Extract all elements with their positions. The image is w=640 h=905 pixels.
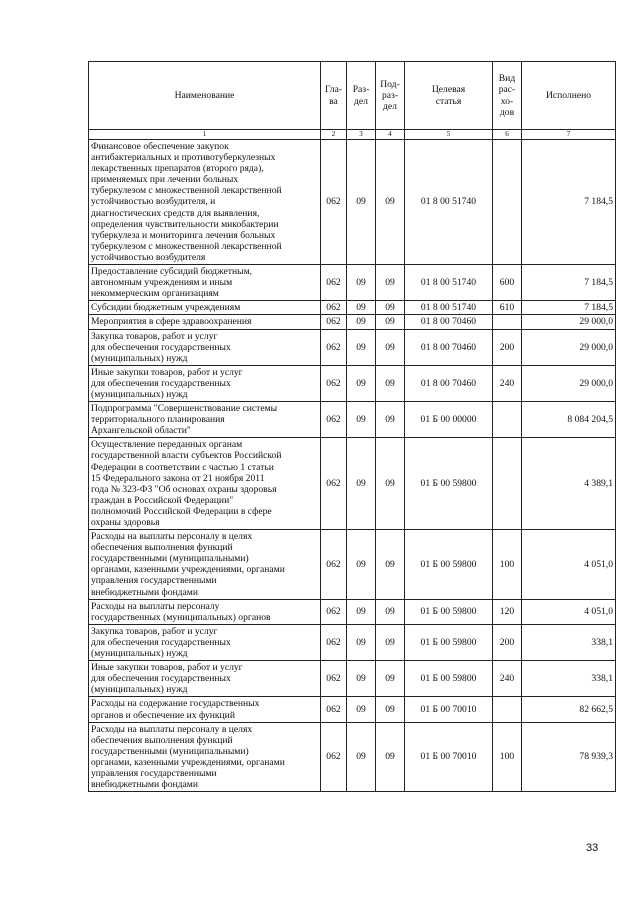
row-name: Финансовое обеспечение закупок антибактериальных и противотуберкулезных лекарственных препаратов (второго ряда), применяемых при лечении больных туберкулезом с множественной лекарственной устойчивостью возбудителя, и диагностических средств для выявления, определения чувствительности микобактерии туберкулеза и мониторинга лечения больных туберкулезом с множественной лекарственной устойчивостью возбудителя	[89, 140, 321, 265]
row-statya: 01 Б 00 70010	[405, 697, 493, 722]
row-razdel: 09	[347, 530, 376, 600]
row-amount: 29 000,0	[522, 315, 616, 329]
row-statya: 01 8 00 51740	[405, 301, 493, 315]
header-label: Наименование	[174, 89, 235, 101]
row-amount: 338,1	[522, 661, 616, 697]
row-glava: 062	[321, 722, 347, 792]
row-amount: 7 184,5	[522, 265, 616, 301]
header-label: Под- раз- дел	[380, 78, 400, 113]
row-podrazdel: 09	[376, 402, 405, 438]
row-statya: 01 8 00 70460	[405, 315, 493, 329]
row-glava: 062	[321, 438, 347, 530]
header-label: Целевая статья	[431, 84, 466, 107]
column-number: 5	[405, 130, 493, 140]
row-podrazdel: 09	[376, 301, 405, 315]
row-glava: 062	[321, 265, 347, 301]
header-label: Раз- дел	[352, 84, 370, 107]
table-row	[89, 365, 616, 401]
row-name: Расходы на выплаты персоналу в целях обеспечения выполнения функций государственными (муниципальными) органами, казенными учреждениями, органами управления государственными внебюджетными фондами	[89, 722, 321, 792]
row-statya: 01 8 00 70460	[405, 365, 493, 401]
column-number-row	[89, 130, 616, 140]
row-statya: 01 Б 00 59800	[405, 661, 493, 697]
row-vid: 120	[493, 599, 522, 624]
column-number: 3	[347, 130, 376, 140]
table-row	[89, 140, 616, 265]
row-vid	[493, 315, 522, 329]
row-name: Расходы на содержание государственных органов и обеспечение их функций	[89, 697, 321, 722]
row-statya: 01 8 00 51740	[405, 140, 493, 265]
row-vid: 100	[493, 722, 522, 792]
header-label: Гла- ва	[324, 84, 343, 107]
row-name: Предоставление субсидий бюджетным, автономным учреждениям и иным некоммерческим организациям	[89, 265, 321, 301]
row-glava: 062	[321, 329, 347, 365]
row-amount: 4 051,0	[522, 599, 616, 624]
row-glava: 062	[321, 599, 347, 624]
row-glava: 062	[321, 402, 347, 438]
column-number: 1	[89, 130, 321, 140]
row-amount: 338,1	[522, 624, 616, 660]
row-name: Субсидии бюджетным учреждениям	[89, 301, 321, 315]
header-razdel	[347, 62, 376, 130]
row-glava: 062	[321, 624, 347, 660]
row-razdel: 09	[347, 402, 376, 438]
row-razdel: 09	[347, 624, 376, 660]
header-statya	[405, 62, 493, 130]
header-glava	[321, 62, 347, 130]
row-glava: 062	[321, 530, 347, 600]
row-razdel: 09	[347, 315, 376, 329]
row-statya: 01 Б 00 59800	[405, 438, 493, 530]
table-row	[89, 329, 616, 365]
row-podrazdel: 09	[376, 365, 405, 401]
row-amount: 7 184,5	[522, 301, 616, 315]
row-amount: 7 184,5	[522, 140, 616, 265]
row-vid: 200	[493, 624, 522, 660]
row-podrazdel: 09	[376, 329, 405, 365]
table-row	[89, 402, 616, 438]
column-number: 6	[493, 130, 522, 140]
row-name: Расходы на выплаты персоналу государственных (муниципальных) органов	[89, 599, 321, 624]
row-razdel: 09	[347, 329, 376, 365]
table-row	[89, 624, 616, 660]
row-vid: 240	[493, 661, 522, 697]
row-statya: 01 8 00 70460	[405, 329, 493, 365]
row-glava: 062	[321, 140, 347, 265]
budget-table	[88, 61, 616, 792]
row-amount: 29 000,0	[522, 365, 616, 401]
row-statya: 01 Б 00 00000	[405, 402, 493, 438]
row-razdel: 09	[347, 301, 376, 315]
row-statya: 01 Б 00 59800	[405, 530, 493, 600]
row-glava: 062	[321, 661, 347, 697]
row-podrazdel: 09	[376, 438, 405, 530]
row-vid: 100	[493, 530, 522, 600]
row-razdel: 09	[347, 438, 376, 530]
row-vid	[493, 438, 522, 530]
row-vid	[493, 402, 522, 438]
row-vid: 200	[493, 329, 522, 365]
row-vid: 600	[493, 265, 522, 301]
header-podrazdel	[376, 62, 405, 130]
row-amount: 29 000,0	[522, 329, 616, 365]
header-row	[89, 62, 616, 130]
row-podrazdel: 09	[376, 315, 405, 329]
row-podrazdel: 09	[376, 140, 405, 265]
row-name: Закупка товаров, работ и услуг для обеспечения государственных (муниципальных) нужд	[89, 329, 321, 365]
row-name: Осуществление переданных органам государственной власти субъектов Российской Федерации в соответствии с частью 1 статьи 15 Федерального закона от 21 ноября 2011 года № 323-ФЗ "Об основах охраны здоровья граждан в Российской Федерации" полномочий Российской Федерации в сфере охраны здоровья	[89, 438, 321, 530]
row-glava: 062	[321, 315, 347, 329]
row-podrazdel: 09	[376, 530, 405, 600]
row-podrazdel: 09	[376, 722, 405, 792]
header-amount	[522, 62, 616, 130]
table-row	[89, 722, 616, 792]
row-name: Иные закупки товаров, работ и услуг для обеспечения государственных (муниципальных) нужд	[89, 661, 321, 697]
row-vid	[493, 140, 522, 265]
table-row	[89, 265, 616, 301]
table-row	[89, 315, 616, 329]
row-razdel: 09	[347, 661, 376, 697]
row-amount: 8 084 204,5	[522, 402, 616, 438]
page-number: 33	[586, 842, 599, 854]
row-podrazdel: 09	[376, 661, 405, 697]
row-razdel: 09	[347, 365, 376, 401]
row-statya: 01 8 00 51740	[405, 265, 493, 301]
row-statya: 01 Б 00 59800	[405, 599, 493, 624]
row-statya: 01 Б 00 59800	[405, 624, 493, 660]
row-name: Подпрограмма "Совершенствование системы территориального планирования Архангельской области"	[89, 402, 321, 438]
row-vid: 610	[493, 301, 522, 315]
column-number: 7	[522, 130, 616, 140]
table-row	[89, 599, 616, 624]
row-amount: 78 939,3	[522, 722, 616, 792]
row-podrazdel: 09	[376, 599, 405, 624]
row-vid: 240	[493, 365, 522, 401]
table-row	[89, 301, 616, 315]
header-name	[89, 62, 321, 130]
row-amount: 82 662,5	[522, 697, 616, 722]
row-podrazdel: 09	[376, 265, 405, 301]
row-glava: 062	[321, 697, 347, 722]
row-name: Мероприятия в сфере здравоохранения	[89, 315, 321, 329]
table-row	[89, 530, 616, 600]
header-label: Вид рас- хо- дов	[498, 73, 516, 118]
row-statya: 01 Б 00 70010	[405, 722, 493, 792]
table-row	[89, 438, 616, 530]
column-number: 4	[376, 130, 405, 140]
row-name: Закупка товаров, работ и услуг для обеспечения государственных (муниципальных) нужд	[89, 624, 321, 660]
table-row	[89, 697, 616, 722]
row-amount: 4 389,1	[522, 438, 616, 530]
row-podrazdel: 09	[376, 624, 405, 660]
header-vid	[493, 62, 522, 130]
row-razdel: 09	[347, 140, 376, 265]
table-row	[89, 661, 616, 697]
row-podrazdel: 09	[376, 697, 405, 722]
row-name: Расходы на выплаты персоналу в целях обеспечения выполнения функций государственными (муниципальными) органами, казенными учреждениями, органами управления государственными внебюджетными фондами	[89, 530, 321, 600]
column-number: 2	[321, 130, 347, 140]
header-label: Исполнено	[545, 89, 592, 101]
row-razdel: 09	[347, 265, 376, 301]
row-razdel: 09	[347, 599, 376, 624]
row-name: Иные закупки товаров, работ и услуг для обеспечения государственных (муниципальных) нужд	[89, 365, 321, 401]
row-razdel: 09	[347, 722, 376, 792]
row-glava: 062	[321, 365, 347, 401]
row-amount: 4 051,0	[522, 530, 616, 600]
row-vid	[493, 697, 522, 722]
row-razdel: 09	[347, 697, 376, 722]
row-glava: 062	[321, 301, 347, 315]
